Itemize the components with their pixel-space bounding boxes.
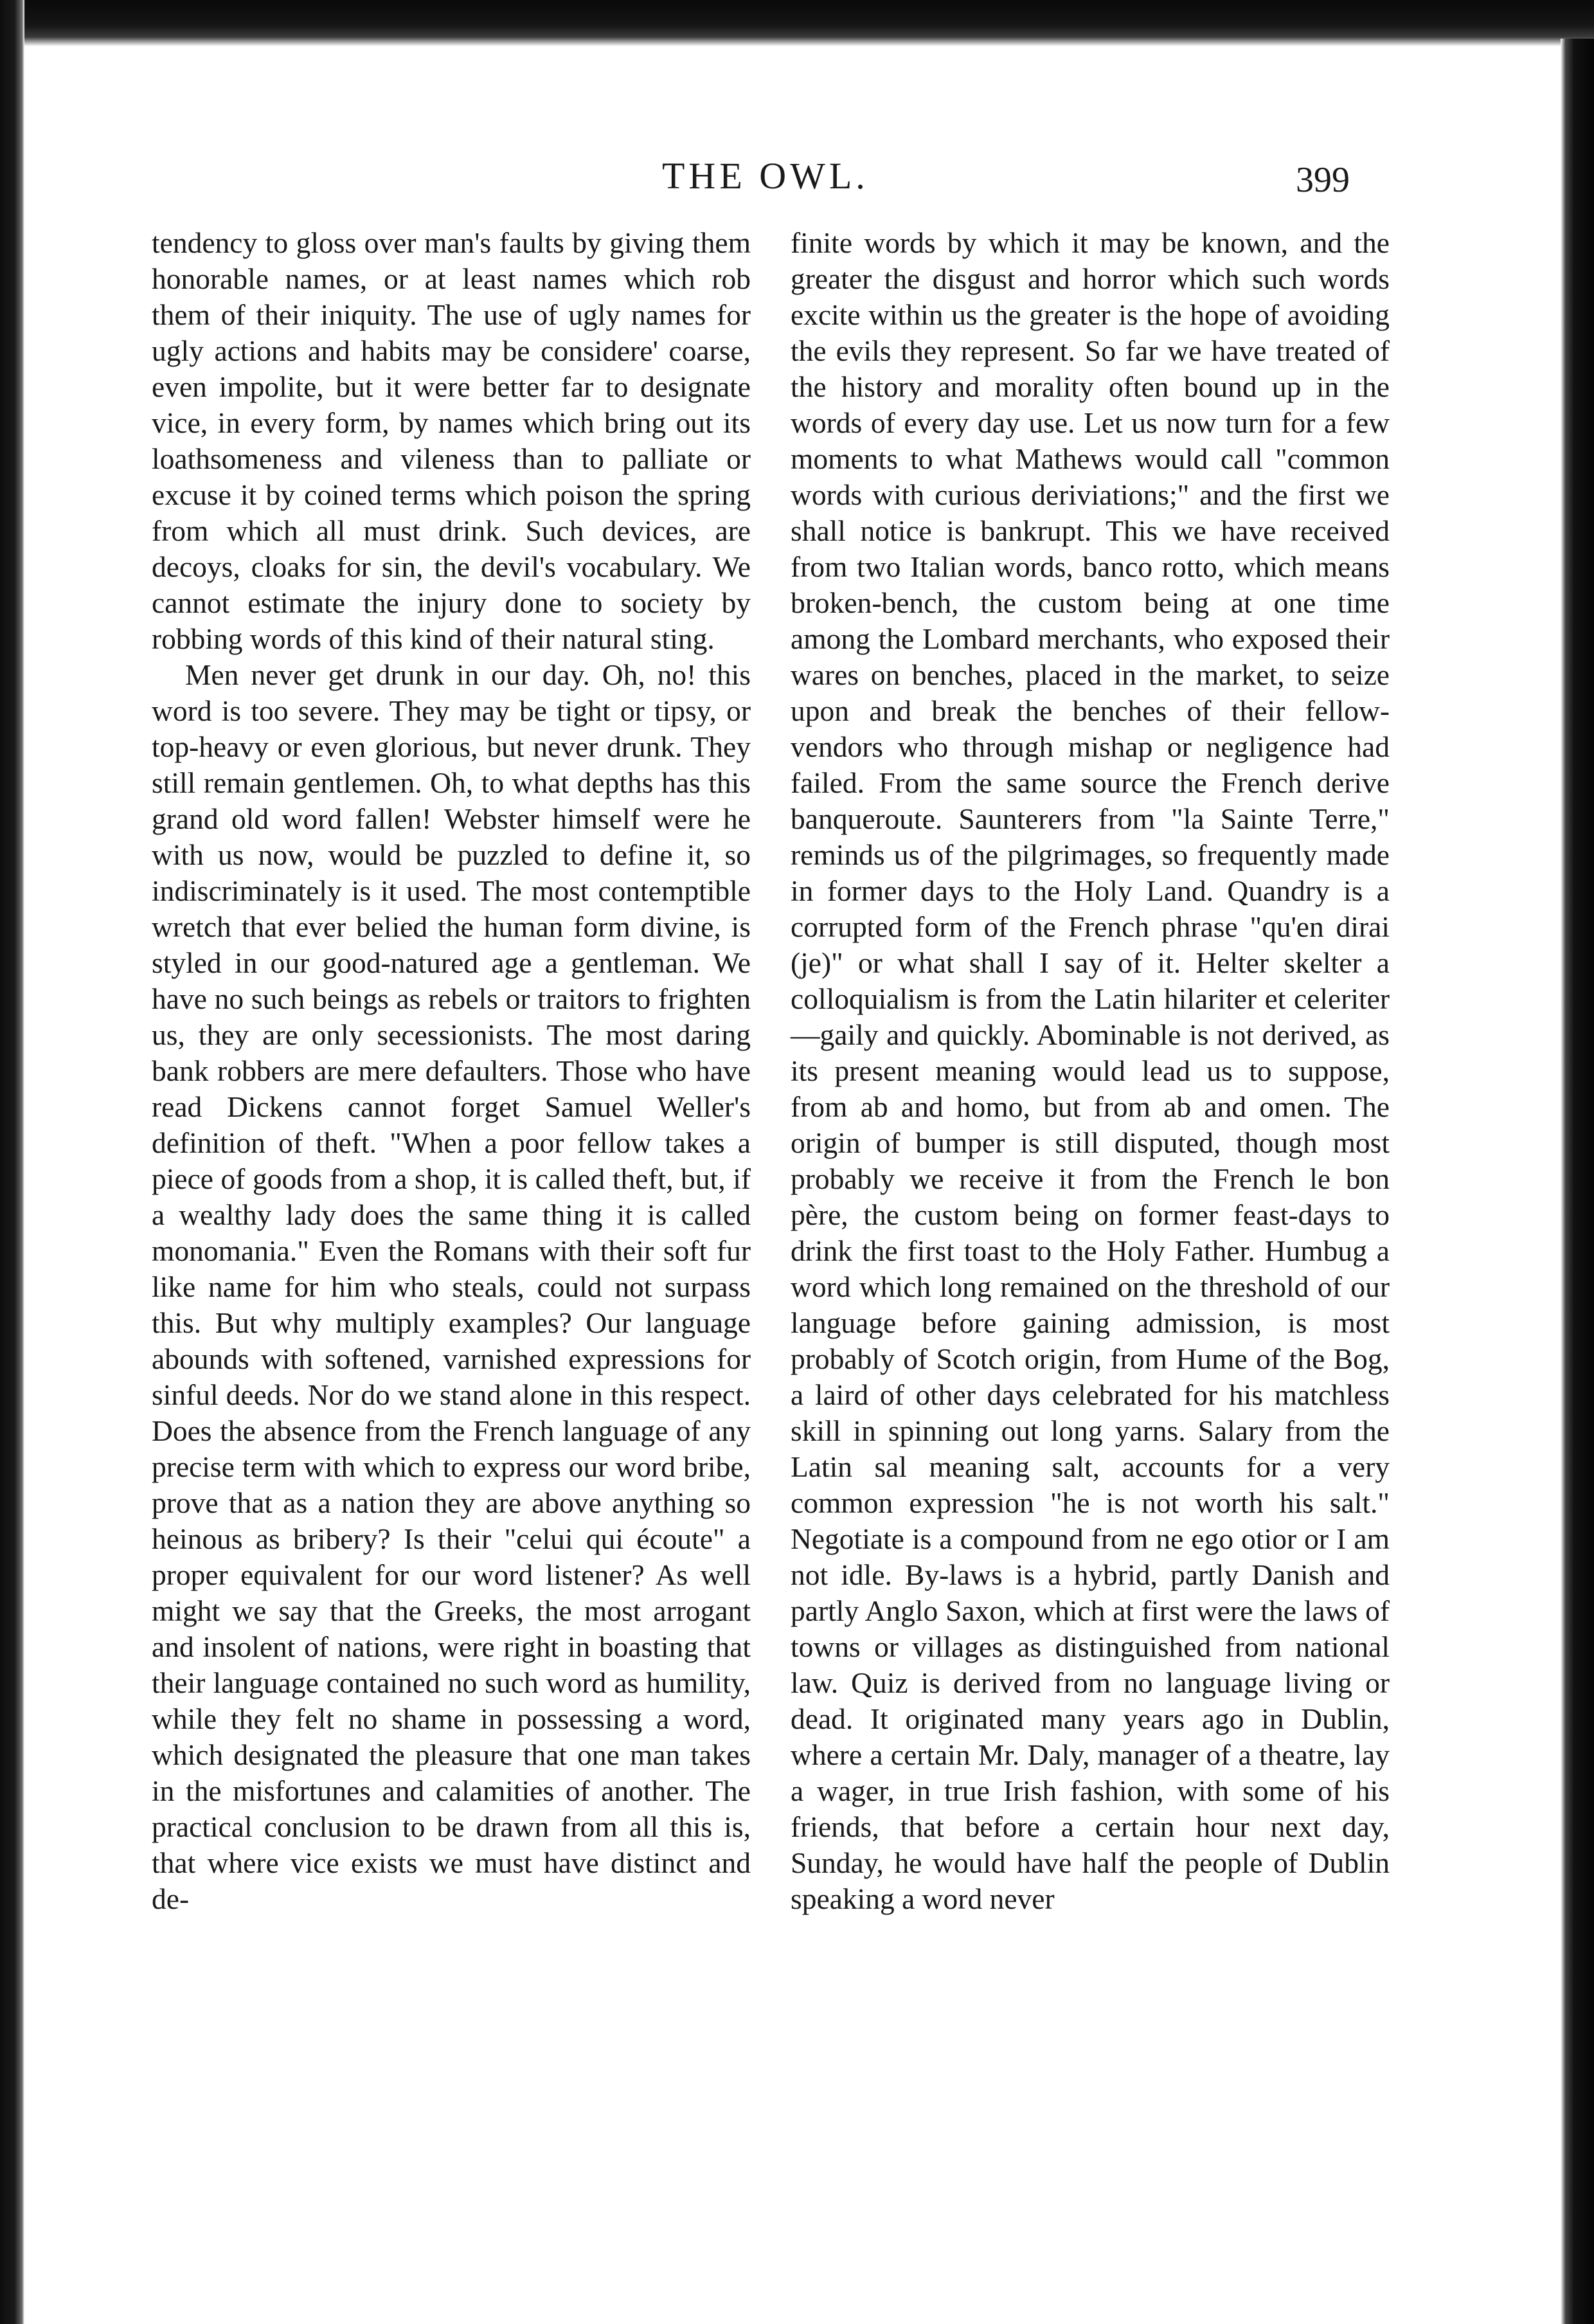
paragraph: Men never get drunk in our day. Oh, no! this word is too severe. They may be tight or tipsy, or top-heavy or even glorious, but never drunk. They still remain gentlemen. Oh, to what depths has this grand old word fallen! Webster himself were he with us now, would be puzzled to define it, so indiscriminately is it used. The most contemptible wretch that ever belied the human form divine, is styled in our good-natured age a gentleman. We have no such beings as rebels or traitors to frighten us, they are only secessionists. The most daring bank robbers are mere defaulters. Those who have read Dickens cannot forget Samuel Weller's definition of theft. "When a poor fellow takes a piece of goods from a shop, it is called theft, but, if a wealthy lady does the same thing it is called monomania." Even the Romans with their soft fur like name for him who steals, could not surpass this. But why multiply examples? Our language abounds with softened, varnished expressions for sinful deeds. Nor do we stand alone in this respect. Does the absence from the French language of any precise term with which to express our word bribe, prove that as a nation they are above anything so heinous as bribery? Is their "celui qui écoute" a proper equivalent for our word listener? As well might we say that the Greeks, the most arrogant and insolent of nations, were right in boasting that their language contained no such word as humility, while they felt no shame in possessing a word, which designated the pleasure that one man takes in the misfortunes and calamities of another. The practical conclusion to be drawn from all this is, that where vice exists we must have distinct and de- <box>152 658 751 1915</box>
scan-border-left <box>0 0 24 2324</box>
scan-border-top <box>0 0 1594 46</box>
text-column-left <box>152 225 751 2199</box>
running-title: THE OWL. <box>662 155 869 197</box>
scan-border-right <box>1561 39 1594 2324</box>
running-head <box>0 154 1594 206</box>
page-number: 399 <box>1296 160 1350 200</box>
paragraph: finite words by which it may be known, and the greater the disgust and horror which such words excite within us the greater is the hope of avoiding the evils they represent. So far we have treated of the history and morality often bound up in the words of every day use. Let us now turn for a few moments to what Mathews would call "common words with curious deriviations;" and the first we shall notice is bankrupt. This we have received from two Italian words, banco rotto, which means broken-bench, the custom being at one time among the Lombard merchants, who exposed their wares on benches, placed in the market, to seize upon and break the benches of their fellow-vendors who through mishap or negligence had failed. From the same source the French derive banqueroute. Saunterers from "la Sainte Terre," reminds us of the pilgrimages, so frequently made in former days to the Holy Land. Quandry is a corrupted form of the French phrase "qu'en dirai (je)" or what shall I say of it. Helter skelter a colloquialism is from the Latin hilariter et celeriter—gaily and quickly. Abominable is not derived, as its present meaning would lead us to suppose, from ab and homo, but from ab and omen. The origin of bumper is still disputed, though most probably we receive it from the French le bon père, the custom being on former feast-days to drink the first toast to the Holy Father. Humbug a word which long remained on the threshold of our language before gaining admission, is most probably of Scotch origin, from Hume of the Bog, a laird of other days celebrated for his matchless skill in spinning out long yarns. Salary from the Latin sal meaning salt, accounts for a very common expression "he is not worth his salt." Negotiate is a compound from ne ego otior or I am not idle. By-laws is a hybrid, partly Danish and partly Anglo Saxon, which at first were the laws of towns or villages as distinguished from national law. Quiz is derived from no language living or dead. It originated many years ago in Dublin, where a certain Mr. Daly, manager of a theatre, lay a wager, in true Irish fashion, with some of his friends, that before a certain hour next day, Sunday, he would have half the people of Dublin speaking a word never <box>791 226 1390 1915</box>
text-column-right <box>791 225 1390 2199</box>
paragraph: tendency to gloss over man's faults by giving them honorable names, or at least names which rob them of their iniquity. The use of ugly names for ugly actions and habits may be considere' coarse, even impolite, but it were better far to designate vice, in every form, by names which bring out its loathsomeness and vileness than to palliate or excuse it by coined terms which poison the spring from which all must drink. Such devices, are decoys, cloaks for sin, the devil's vocabulary. We cannot estimate the injury done to society by robbing words of this kind of their natural sting. <box>152 226 751 655</box>
